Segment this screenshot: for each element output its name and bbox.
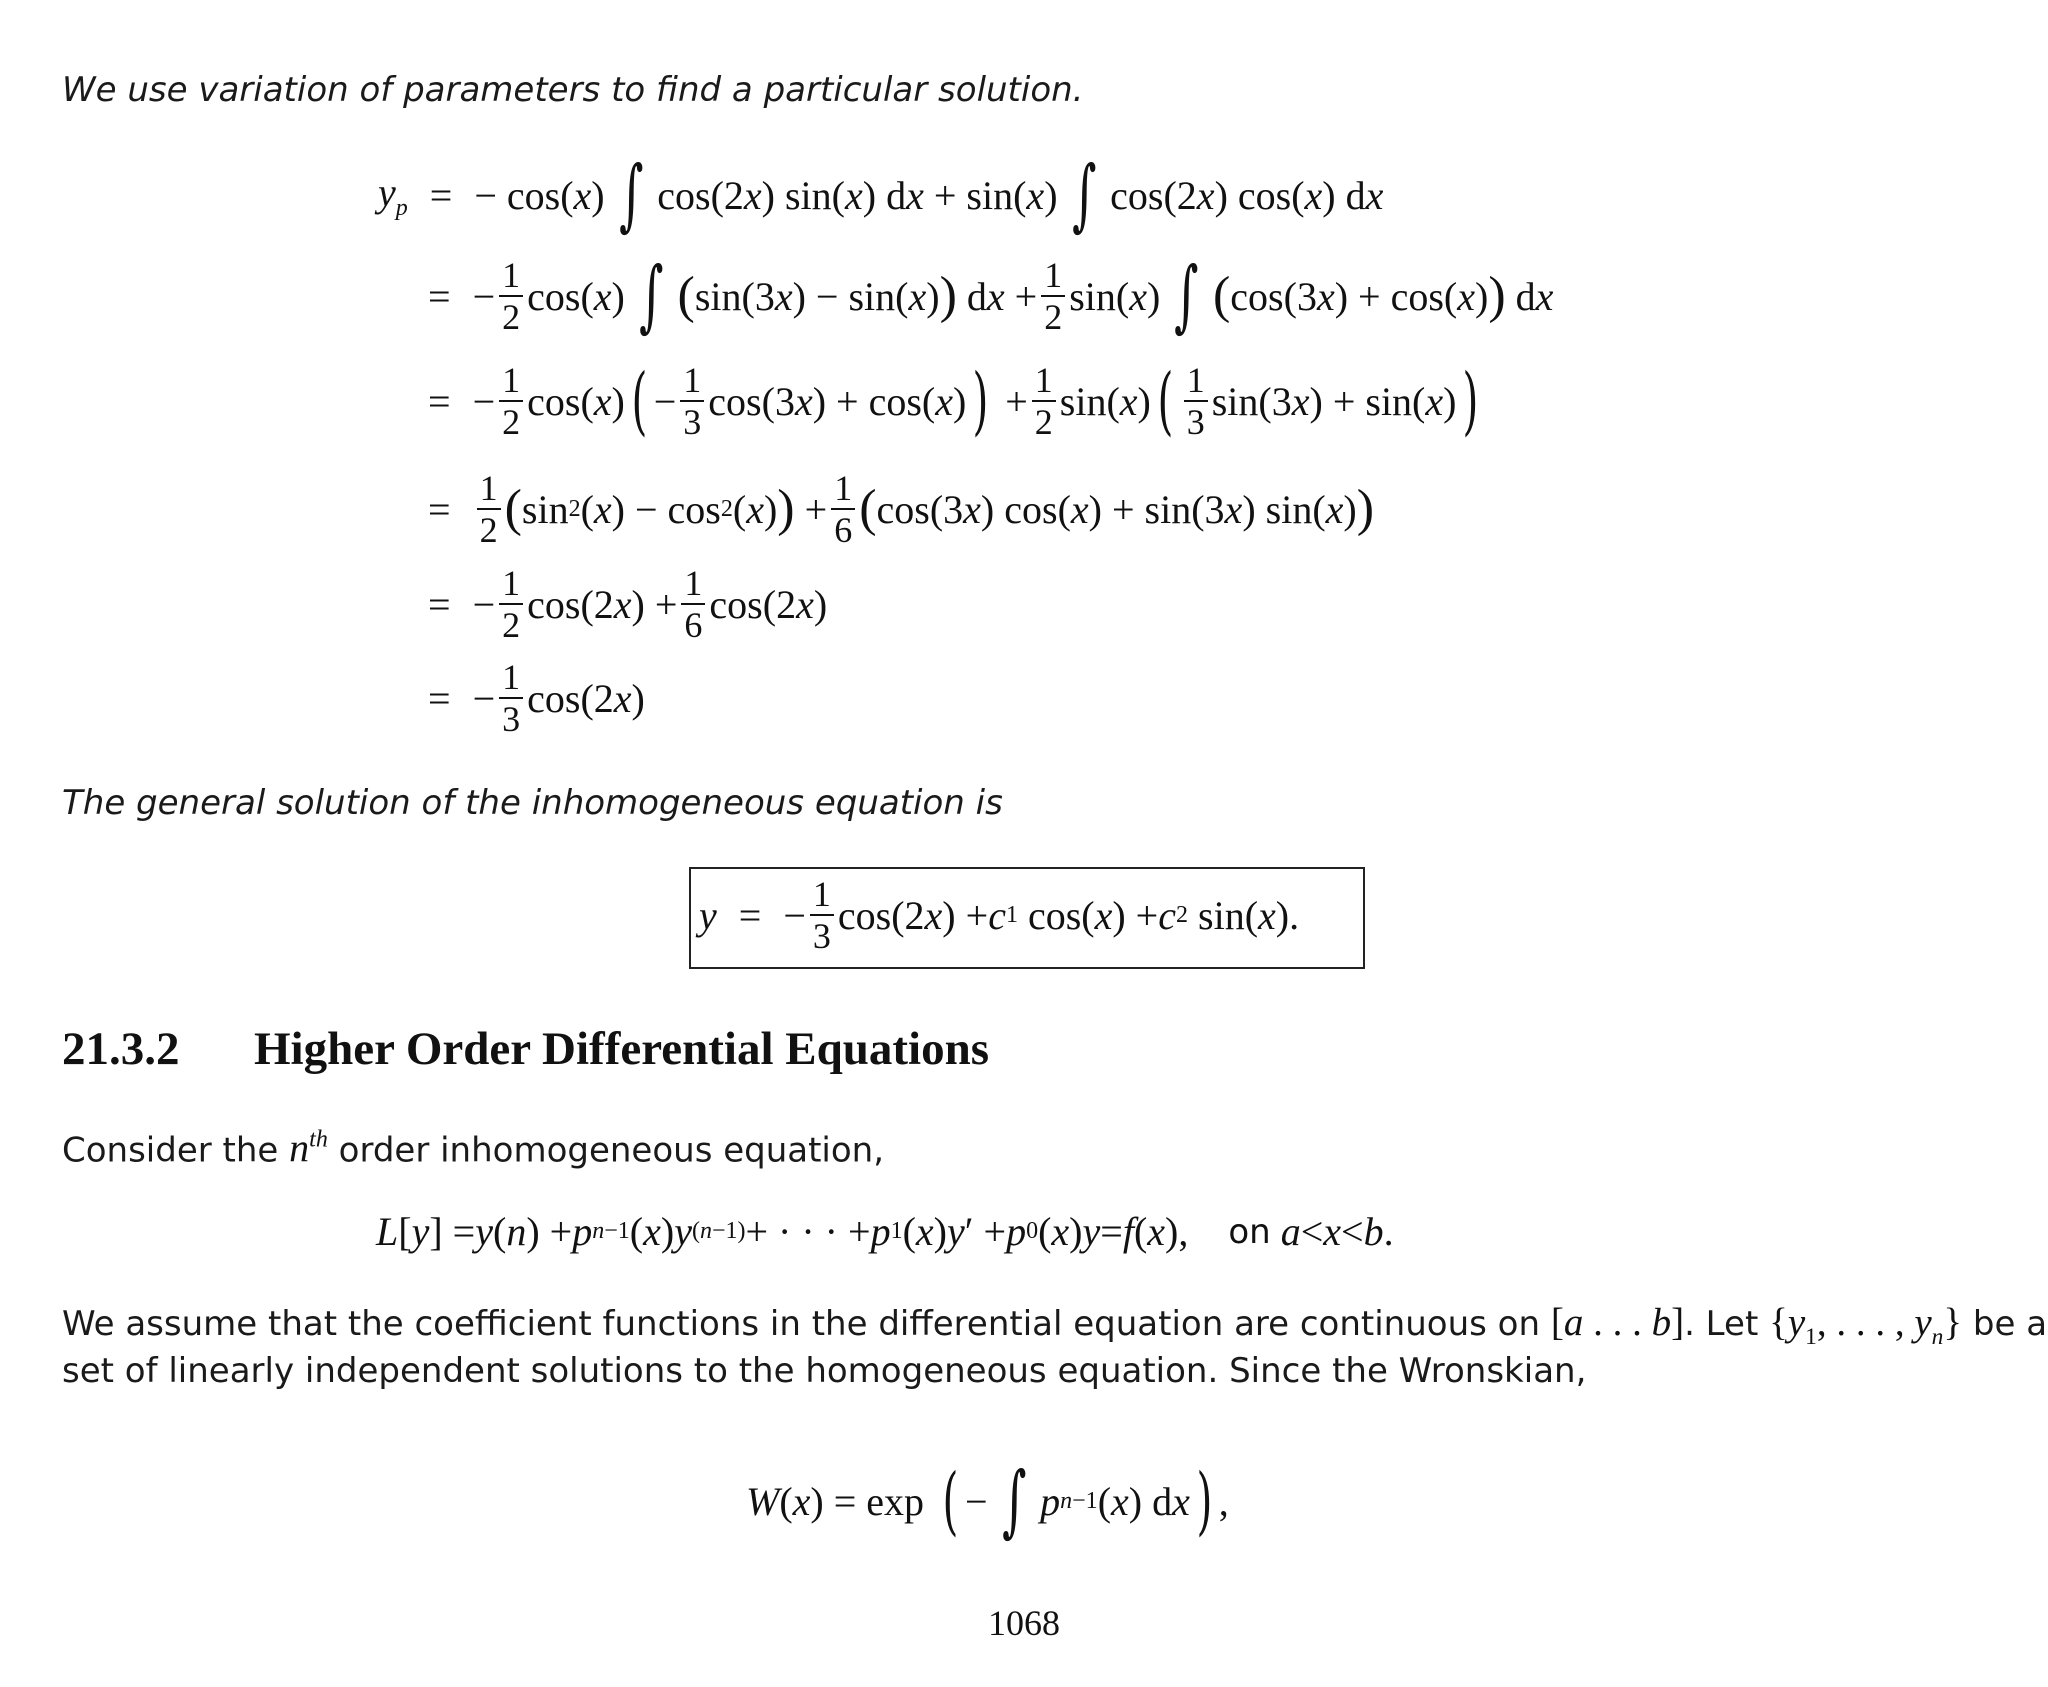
equation-line-6: = − $\frac{1}{3}$ cos(2 x ) bbox=[428, 657, 645, 739]
general-solution-text: The general solution of the inhomogeneous equation is bbox=[62, 783, 1003, 823]
assume-before: We assume that the coefficient functions in the differential equation are continuous on bbox=[62, 1304, 1551, 1344]
assumption-text-line-1: We assume that the coefficient functions in the differential equation are continuous on [a . . . b]. Let {$y_1$, . . . , $y_n$} be a bbox=[62, 1301, 2048, 1350]
consider-text: Consider the $n^{th}$ order inhomogeneous equation, bbox=[62, 1125, 885, 1171]
consider-after: order inhomogeneous equation, bbox=[327, 1130, 885, 1171]
assume-middle: . Let bbox=[1684, 1304, 1770, 1344]
equation-line-2: = − $\frac{1}{2}$ cos( x ) ∫ ( sin(3 x ) − sin( x ) ) d x + $\frac{1}{2}$ sin( x ) ∫ ( cos(3 x ) + cos( x ) ) d x bbox=[428, 251, 1554, 341]
assume-after: be a bbox=[1962, 1304, 2048, 1344]
equation-line-3: = − $\frac{1}{2}$ cos( x ) ( − $\frac{1}{3}$ cos(3 x ) + cos( x ) ) + $\frac{1}{2}$ sin( x ) ( $\frac{1}{3}$ sin(3 x ) + sin( x ) ) bbox=[428, 358, 1479, 444]
section-number: 21.3.2 bbox=[62, 1023, 180, 1075]
general-solution-equation: y = − $\frac{1}{3}$ cos(2 x ) + c 1 cos( x ) + c 2 sin( x ). bbox=[699, 874, 1300, 956]
consider-before: Consider the bbox=[62, 1130, 290, 1171]
page-number: 1068 bbox=[988, 1603, 1060, 1643]
assumption-text-line-2: set of linearly independent solutions to the homogeneous equation. Since the Wronskian, bbox=[62, 1351, 1587, 1391]
equation-line-5: = − $\frac{1}{2}$ cos(2 x ) + $\frac{1}{6}$ cos(2 x ) bbox=[428, 563, 828, 645]
equation-line-1: $y_p$ = − cos( x ) ∫ cos(2 x ) sin( x ) d x + sin( x ) ∫ cos(2 x ) cos( x ) d x bbox=[378, 150, 1384, 240]
equation-line-4: = $\frac{1}{2}$ ( sin 2 ( x ) − cos 2 ( x ) ) + $\frac{1}{6}$ ( cos(3 x ) cos( x ) + sin(3 x ) sin( x ) ) bbox=[428, 468, 1375, 550]
wronskian-equation: W ( x ) = exp ( − ∫ p n−1 ( x ) d x ) , bbox=[746, 1456, 1229, 1546]
section-heading bbox=[62, 1022, 989, 1076]
nth-order-equation: L [ y ] = y ( n ) + p n−1 ( x ) y (n−1) + · · · + p 1 ( x ) y ′ + p 0 ( x ) y = f ( x ), on a < x < b . bbox=[376, 1209, 1394, 1254]
intro-text: We use variation of parameters to find a particular solution. bbox=[62, 70, 1084, 110]
interval-word: on bbox=[1228, 1211, 1271, 1252]
section-title: Higher Order Differential Equations bbox=[254, 1023, 990, 1075]
